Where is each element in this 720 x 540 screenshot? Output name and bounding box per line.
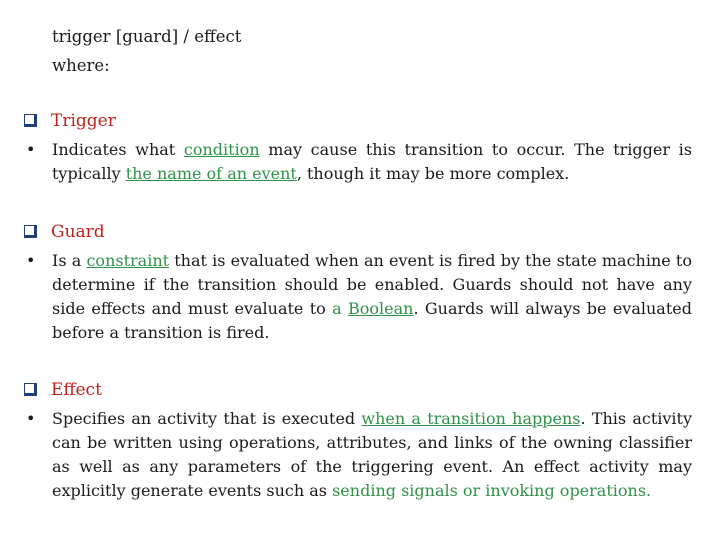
effect-transition-term: when a transition happens (361, 409, 581, 428)
effect-heading-label: Effect (51, 380, 102, 400)
effect-description (52, 407, 692, 503)
guard-text-1: Is a (52, 251, 87, 270)
bullet-dot-icon: • (26, 140, 36, 159)
effect-text-1: Specifies an activity that is executed (52, 409, 362, 428)
trigger-text-3: , though it may be more complex. (296, 164, 570, 183)
effect-heading (24, 379, 102, 401)
guard-text-3: . Guards will always be evaluated before a transition is fired. (52, 299, 692, 342)
trigger-event-name-term: the name of an event (125, 164, 297, 183)
effect-item (24, 407, 692, 503)
guard-description (52, 249, 692, 345)
bullet-dot-icon: • (26, 251, 36, 270)
trigger-description (52, 138, 692, 186)
guard-heading (24, 221, 105, 243)
syntax-intro (52, 22, 241, 80)
trigger-condition-term: condition (183, 140, 260, 159)
guard-boolean-term: Boolean (348, 299, 414, 318)
syntax-line: trigger [guard] / effect (52, 27, 242, 46)
where-line: where: (52, 56, 110, 75)
guard-item (24, 249, 692, 345)
trigger-item (24, 138, 692, 186)
guard-text-2: that is evaluated when an event is fired by the state machine to determine if the transition should be enabled. Guards should not have any side effects and must evaluate to (52, 251, 692, 318)
checkbox-square-icon (24, 225, 37, 238)
checkbox-square-icon (24, 383, 37, 396)
trigger-heading (24, 110, 116, 132)
guard-heading-label: Guard (51, 222, 105, 242)
guard-a-term: a (332, 299, 348, 318)
checkbox-square-icon (24, 114, 37, 127)
effect-signals-term: sending signals or invoking operations. (332, 481, 652, 500)
guard-constraint-term: constraint (86, 251, 170, 270)
trigger-text-1: Indicates what (52, 140, 184, 159)
effect-text-2: . This activity can be written using operations, attributes, and links of the owning classifier as well as any parameters of the triggering event. An effect activity may explicitly generate events such as (52, 409, 693, 500)
trigger-heading-label: Trigger (51, 111, 116, 131)
trigger-text-2: may cause this transition to occur. The trigger is typically (52, 140, 692, 183)
bullet-dot-icon: • (26, 409, 36, 428)
